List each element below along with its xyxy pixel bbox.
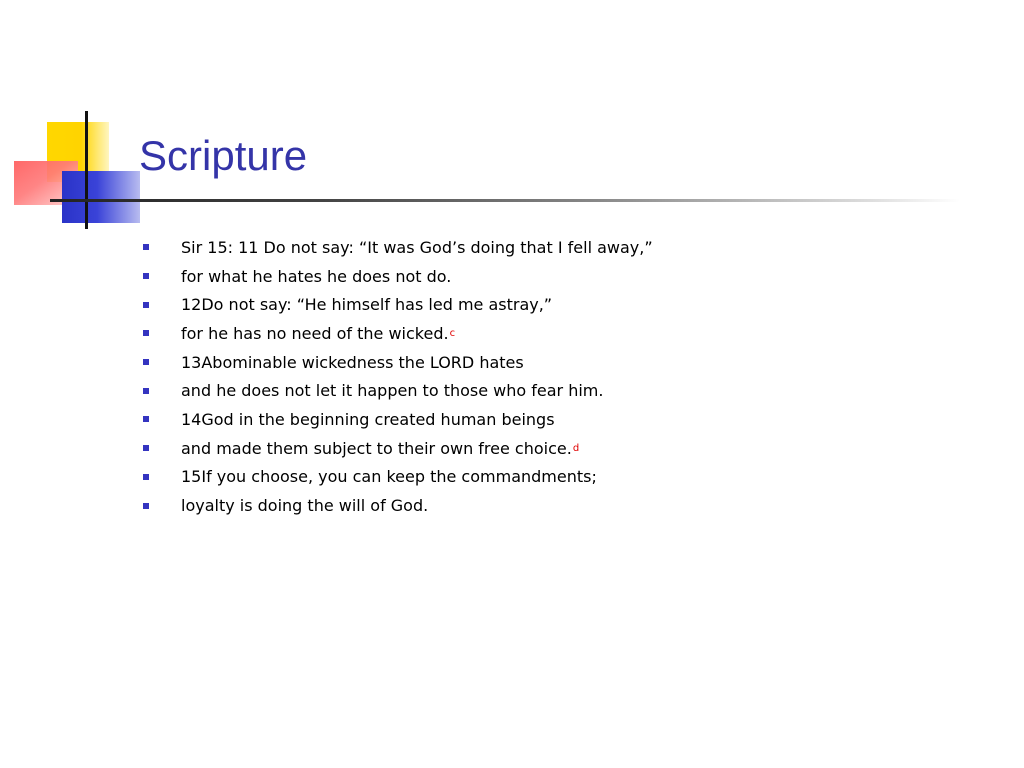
- bullet-item: [143, 348, 653, 377]
- title-underline: [50, 199, 960, 202]
- bullet-item: [143, 376, 653, 405]
- bullet-text: 14God in the beginning created human beings: [181, 409, 555, 429]
- bullet-text: Sir 15: 11 Do not say: “It was God’s doing that I fell away,”: [181, 237, 653, 257]
- bullet-item: [143, 434, 653, 463]
- bullet-list: [143, 233, 653, 520]
- square-bullet-icon: [143, 273, 149, 279]
- bullet-item: [143, 233, 653, 262]
- square-bullet-icon: [143, 445, 149, 451]
- bullet-item: [143, 262, 653, 291]
- bullet-text: for what he hates he does not do.: [181, 266, 452, 286]
- square-bullet-icon: [143, 388, 149, 394]
- footnote-link[interactable]: c: [449, 327, 456, 339]
- square-bullet-icon: [143, 416, 149, 422]
- bullet-text: 13Abominable wickedness the LORD hates: [181, 352, 524, 372]
- decorative-vertical-line: [85, 111, 88, 229]
- bullet-item: [143, 290, 653, 319]
- bullet-text: and made them subject to their own free choice.: [181, 438, 572, 458]
- bullet-item: [143, 463, 653, 492]
- footnote-link[interactable]: d: [572, 442, 580, 454]
- bullet-text: for he has no need of the wicked.: [181, 323, 449, 343]
- bullet-item: [143, 405, 653, 434]
- square-bullet-icon: [143, 330, 149, 336]
- slide-title: Scripture: [139, 132, 308, 179]
- square-bullet-icon: [143, 302, 149, 308]
- bullet-item: [143, 491, 653, 520]
- square-bullet-icon: [143, 503, 149, 509]
- bullet-text: loyalty is doing the will of God.: [181, 496, 429, 516]
- decorative-blue-square: [62, 171, 140, 223]
- square-bullet-icon: [143, 244, 149, 250]
- bullet-text: 12Do not say: “He himself has led me astray,”: [181, 295, 553, 315]
- bullet-item: [143, 319, 653, 348]
- square-bullet-icon: [143, 474, 149, 480]
- bullet-text: 15If you choose, you can keep the commandments;: [181, 467, 597, 487]
- square-bullet-icon: [143, 359, 149, 365]
- bullet-text: and he does not let it happen to those who fear him.: [181, 381, 604, 401]
